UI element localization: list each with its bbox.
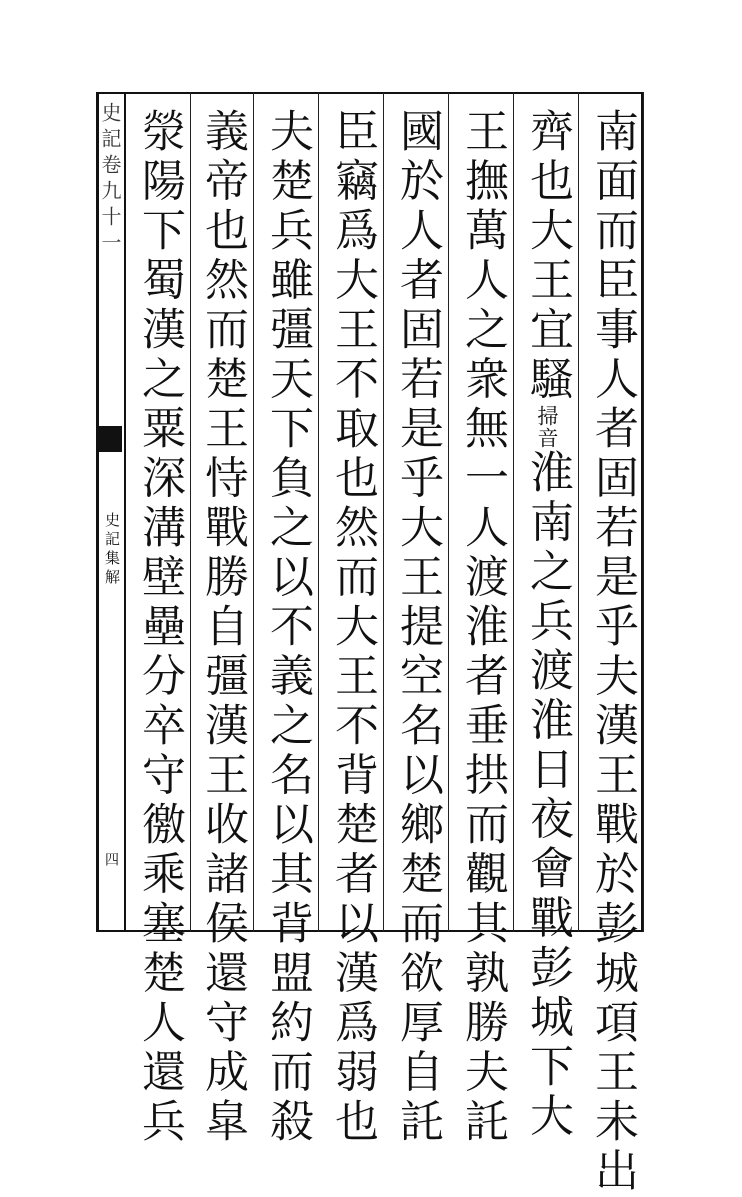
column-text: 義帝也然而楚王恃戰勝自彊漢王收諸侯還守成皐 <box>197 108 248 1148</box>
column-text: 國於人者固若是乎大王提空名以鄉楚而欲厚自託 <box>392 108 443 1148</box>
column-text: 滎陽下蜀漢之粟深溝壁壘分卒守徼乘塞楚人還兵 <box>134 108 185 1148</box>
column-text-part: 齊也大王宜騷 <box>522 108 573 405</box>
column-text: 臣竊爲大王不取也然而大王不背楚者以漢爲弱也 <box>327 108 378 1148</box>
spine-strip <box>96 92 126 932</box>
text-columns <box>126 92 644 1197</box>
text-column-6 <box>254 92 319 1148</box>
column-text: 夫楚兵雖彊天下負之以不義之名以其背盟約而殺 <box>262 108 313 1148</box>
pronunciation-note: 掃音 <box>535 405 559 449</box>
spine-subtitle: 史記集解 <box>103 512 121 588</box>
text-column-4 <box>384 92 449 1148</box>
folio-number: 四 <box>103 852 119 866</box>
spine-title: 史記卷九十一 <box>98 102 122 258</box>
text-column-7 <box>189 92 254 1148</box>
column-text: 王撫萬人之衆無一人渡淮者垂拱而觀其孰勝夫託 <box>457 108 508 1148</box>
column-text: 南面而臣事人者固若是乎夫漢王戰於彭城項王未出 <box>587 108 638 1197</box>
column-text <box>518 108 576 1142</box>
text-column-2 <box>514 92 579 1142</box>
column-text-part: 淮南之兵渡淮日夜會戰彭城下大 <box>522 449 573 1142</box>
text-column-1 <box>579 92 644 1197</box>
text-column-5 <box>319 92 384 1148</box>
text-column-3 <box>449 92 514 1148</box>
spine-black-mark <box>98 426 122 452</box>
text-column-8 <box>126 92 191 1148</box>
